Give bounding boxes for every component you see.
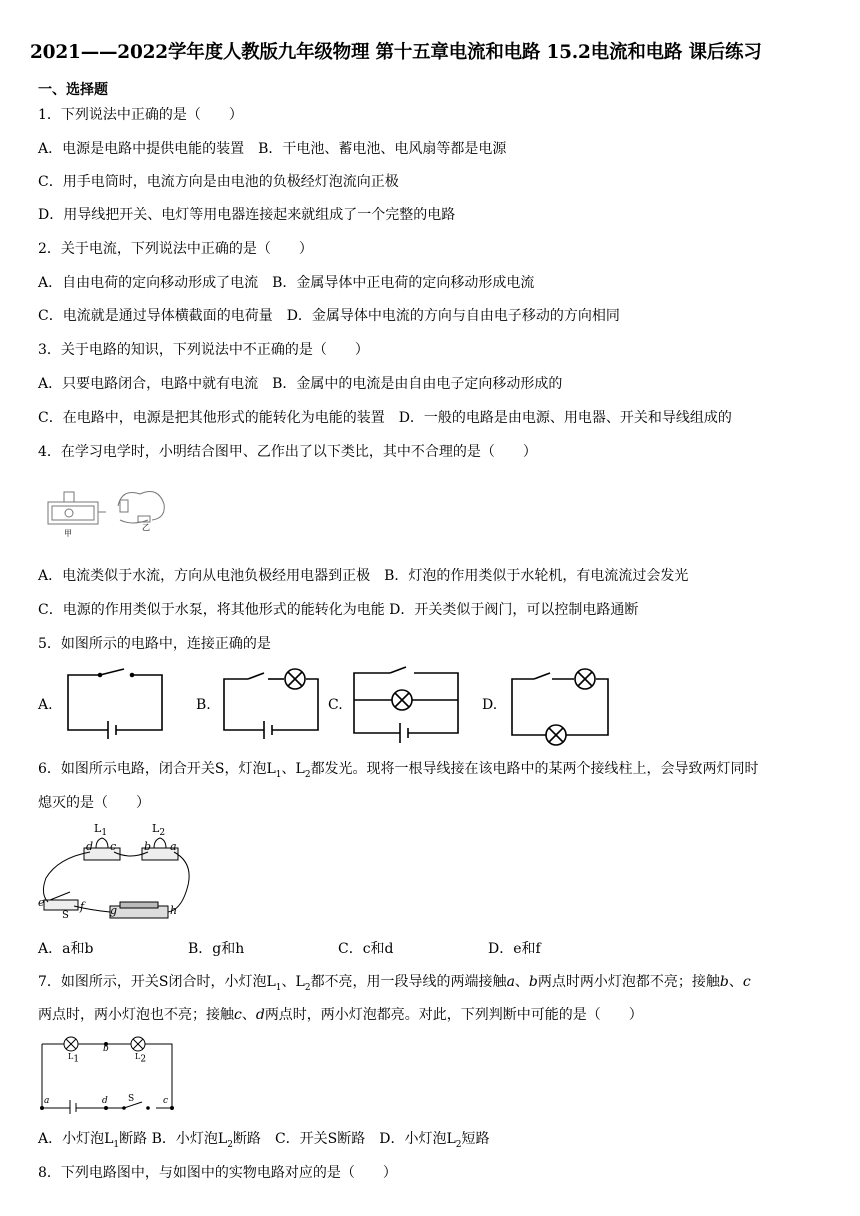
q6-option-a: A．a和b (38, 941, 94, 957)
q1-options-ab: A．电源是电路中提供电能的装置 B．干电池、蓄电池、电风扇等都是电源 (38, 141, 507, 157)
q6-label-l2: $L_2$ (152, 822, 166, 839)
q2-options-ab: A．自由电荷的定向移动形成了电流 B．金属导体中正电荷的定向移动形成电流 (38, 275, 535, 291)
q5-circuit-a (60, 665, 170, 744)
q3-options-ab: A．只要电路闭合，电路中就有电流 B．金属中的电流是由自由电子定向移动形成的 (38, 376, 563, 392)
q5-circuit-b (218, 665, 328, 744)
q5-label-b: B. (196, 697, 211, 713)
q6-figure-physical-circuit (38, 822, 198, 926)
section-heading: 一、选择题 (38, 82, 108, 98)
q3-stem: 3．关于电路的知识，下列说法中不正确的是（ ） (38, 342, 369, 358)
q6-label-s: S (62, 910, 69, 921)
q6-option-c: C．c和d (338, 941, 394, 957)
q1-option-c: C．用手电筒时，电流方向是由电池的负极经灯泡流向正极 (38, 174, 399, 190)
q6-label-a: a (170, 840, 177, 853)
q5-label-c: C. (328, 697, 343, 713)
q7-stem-line2: 两点时，两小灯泡也不亮；接触c、d两点时，两小灯泡都亮。对此，下列判断中可能的是（ ） (38, 1007, 643, 1023)
q3-options-cd: C．在电路中，电源是把其他形式的能转化为电能的装置 D．一般的电路是由电源、用电器、开关和导线组成的 (38, 410, 732, 426)
q4-fig-label-yi: 乙 (142, 523, 150, 532)
document-title: 2021——2022学年度人教版九年级物理 第十五章电流和电路 15.2电流和电路 课后练习 (30, 42, 762, 63)
q2-stem: 2．关于电流，下列说法中正确的是（ ） (38, 241, 313, 257)
q7-label-l2: $L_2$ (135, 1052, 147, 1065)
q5-circuit-c (348, 665, 468, 749)
q7-label-l1: $L_1$ (68, 1052, 80, 1065)
q4-options-ab: A．电流类似于水流，方向从电池负极经用电器到正极 B．灯泡的作用类似于水轮机，有电流流过会发光 (38, 568, 689, 584)
q7-label-s: S (128, 1094, 135, 1104)
q5-label-d: D. (482, 697, 498, 713)
q6-label-d: d (86, 840, 94, 853)
q5-label-a: A. (38, 697, 53, 713)
q7-label-d: d (102, 1096, 108, 1106)
q6-label-b: b (144, 840, 152, 853)
q6-label-l1: $L_1$ (94, 822, 108, 839)
q5-circuit-d (508, 665, 618, 749)
q6-stem-line2: 熄灭的是（ ） (38, 795, 150, 811)
q6-option-b: B．g和h (188, 941, 245, 957)
q2-options-cd: C．电流就是通过导体横截面的电荷量 D．金属导体中电流的方向与自由电子移动的方向相同 (38, 308, 620, 324)
q7-figure-circuit (38, 1036, 178, 1120)
q6-label-c: c (110, 840, 117, 853)
q7-label-b: b (103, 1044, 109, 1054)
q1-stem: 1．下列说法中正确的是（ ） (38, 107, 243, 123)
q7-options: A．小灯泡$L_1$断路 B．小灯泡$L_2$断路 C．开关S断路 D．小灯泡$L_2$短路 (38, 1131, 490, 1150)
q7-stem-line1: 7．如图所示，开关S闭合时，小灯泡$L_1$、$L_2$都不亮，用一段导线的两端接触a、b两点时两小灯泡都不亮；接触b、c (38, 974, 751, 993)
q6-option-d: D．e和f (488, 941, 541, 957)
q7-label-a: a (44, 1096, 50, 1106)
q6-stem-line1: 6．如图所示电路，闭合开关S，灯泡$L_1$、$L_2$都发光。现将一根导线接在该电路中的某两个接线柱上，会导致两灯同时 (38, 761, 759, 780)
q4-figure-water-analogy (40, 484, 170, 548)
q6-label-g: g (110, 904, 118, 917)
q8-stem: 8．下列电路图中，与如图中的实物电路对应的是（ ） (38, 1165, 397, 1181)
q4-stem: 4．在学习电学时，小明结合图甲、乙作出了以下类比，其中不合理的是（ ） (38, 444, 537, 460)
q4-fig-label-jia: 甲 (64, 529, 72, 538)
q4-options-cd: C．电源的作用类似于水泵，将其他形式的能转化为电能 D．开关类似于阀门，可以控制电路通断 (38, 602, 639, 618)
q6-label-e: e (38, 896, 45, 909)
q7-label-c: c (163, 1096, 169, 1106)
q6-label-h: h (170, 904, 178, 917)
q5-stem: 5．如图所示的电路中，连接正确的是 (38, 636, 271, 652)
q6-label-f: f (80, 900, 85, 913)
q1-option-d: D．用导线把开关、电灯等用电器连接起来就组成了一个完整的电路 (38, 207, 456, 223)
